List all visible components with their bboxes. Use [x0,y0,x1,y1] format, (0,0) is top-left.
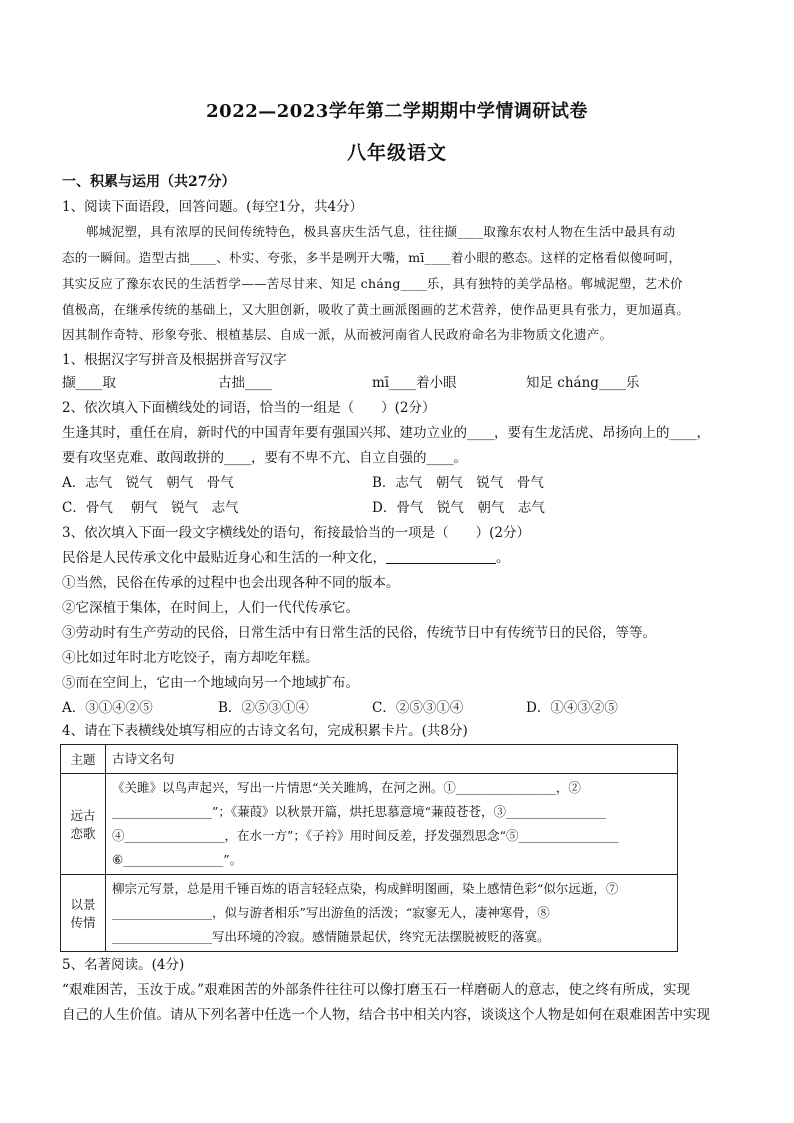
q1-passage-line: 态的一瞬间。造型古拙____、朴实、夸张，多半是咧开大嘴，mī____着小眼的憨态。这样的定格看似傻呵呵， [62,250,682,265]
table-header-cell: 主题 [61,745,106,774]
exam-title: 2022—2023学年第二学期期中学情调研试卷 [206,101,588,122]
poem-line: ⑥________________”。 [112,852,243,867]
q1-item: 知足 cháng____乐 [526,375,640,391]
q3-lead-text: 民俗是人民传承文化中最贴近身心和生活的一种文化， [62,550,386,566]
q2-option-c: C．骨气 朝气 锐气 志气 [62,500,239,516]
q1-item: 古拙____ [218,375,272,391]
q2-text-line: 要有攻坚克难、敢闯敢拼的____，要有不卑不亢、自立自强的____。 [62,450,467,466]
q5-text-line: 自己的人生价值。请从下列名著中任选一个人物，结合书中相关内容，谈谈这个人物是如何在艰难困苦中实现 [62,1007,710,1023]
poem-line: ________________”；《蒹葭》以秋景开篇，烘托思慕意境“蒹葭苍苍，③________________ [112,804,607,819]
q5-text-line: “艰难困苦，玉汝于成。”艰难困苦的外部条件往往可以像打磨玉石一样磨砺人的意志，使之终有所成，实现 [62,982,691,998]
q1-item: mī____着小眼 [372,375,457,391]
section-heading: 一、积累与运用（共27分） [62,174,236,190]
q2-option-a: A．志气 锐气 朝气 骨气 [62,475,234,491]
q3-lead [62,548,510,568]
q3-sentence: ③劳动时有生产劳动的民俗，日常生活中有日常生活的民俗，传统节日中有传统节日的民俗，等等。 [62,625,656,641]
q3-lead-end: 。 [496,550,510,566]
exam-subtitle: 八年级语文 [346,142,447,164]
q1-passage-line: 其实反应了豫东农民的生活哲学——苦尽甘来、知足 cháng____乐，具有独特的美学品格。郸城泥塑，艺术价 [62,276,683,291]
q3-prompt: 3、依次填入下面一段文字横线处的语句，衔接最恰当的一项是（ ）(2分） [62,525,530,541]
table-header-cell: 古诗文名句 [106,745,678,774]
q2-prompt: 2、依次填入下面横线处的词语，恰当的一组是（ ）(2分） [62,400,436,416]
q4-prompt: 4、请在下表横线处填写相应的古诗文名句，完成积累卡片。(共8分) [62,723,468,739]
theme-cell [61,875,106,952]
theme-cell [61,774,106,875]
q3-sentence: ①当然，民俗在传承的过程中也会出现各种不同的版本。 [62,575,400,591]
theme-label: 以景 [70,897,96,912]
q5-prompt: 5、名著阅读。(4分) [62,957,185,973]
q1-item: 撷____取 [62,375,116,391]
q3-option-d: D．①④③②⑤ [526,700,618,716]
q3-sentence: ②它深植于集体，在时间上，人们一代代传承它。 [62,600,359,616]
answer-blank [386,549,496,564]
theme-label: 恋歌 [70,826,96,841]
q1-sub-prompt: 1、根据汉字写拼音及根据拼音写汉字 [62,352,287,368]
poem-line: ________________，似与游者相乐”写出游鱼的活泼；“寂寥无人，凄神寒骨，⑧ [112,905,550,920]
poem-cell [106,774,678,875]
q1-prompt: 1、阅读下面语段，回答问题。(每空1分，共4分） [62,199,364,215]
table-row [61,875,678,952]
theme-label: 传情 [70,915,96,930]
poem-line: 柳宗元写景，总是用千锤百炼的语言轻轻点染，构成鲜明图画，染上感情色彩“似尔远逝，⑦ [112,881,619,896]
q3-option-b: B．②⑤③①④ [218,700,309,716]
q2-text-line: 生逢其时，重任在肩，新时代的中国青年要有强国兴邦、建功立业的____，要有生龙活虎、昂扬向上的____， [62,425,710,441]
q2-option-b: B．志气 朝气 锐气 骨气 [372,475,544,491]
q3-sentence: ⑤而在空间上，它由一个地域向另一个地域扩布。 [62,675,359,691]
q1-passage-line: 郸城泥塑，具有浓厚的民间传统特色，极具喜庆生活气息，往往撷____取豫东农村人物在生活中最具有动 [86,224,676,239]
q1-passage-line: 因其制作奇特、形象夸张、根植基层、自成一派，从而被河南省人民政府命名为非物质文化遗产。 [62,327,613,342]
poem-line: ________________写出环境的冷寂。感情随景起伏，终究无法摆脱被贬的落寞。 [112,929,550,944]
q3-sentence: ④比如过年时北方吃饺子，南方却吃年糕。 [62,650,319,666]
poem-line: ④________________，在水一方”；《子衿》用时间反差，抒发强烈思念“⑤________________ [112,828,619,843]
q3-option-c: C．②⑤③①④ [372,700,464,716]
accumulation-card-table [60,744,678,952]
table-row [61,774,678,875]
q1-passage-line: 值极高，在继承传统的基础上，又大胆创新，吸收了黄土画派图画的艺术营养，使作品更具有张力，更加逼真。 [62,302,690,317]
poem-line: 《关雎》以鸟声起兴，写出一片情思“关关雎鸠，在河之洲。①________________，② [112,780,581,795]
theme-label: 远古 [70,808,96,823]
table-header-row [61,745,678,774]
q2-option-d: D．骨气 锐气 朝气 志气 [372,500,545,516]
poem-cell [106,875,678,952]
q3-option-a: A．③①④②⑤ [62,700,153,716]
